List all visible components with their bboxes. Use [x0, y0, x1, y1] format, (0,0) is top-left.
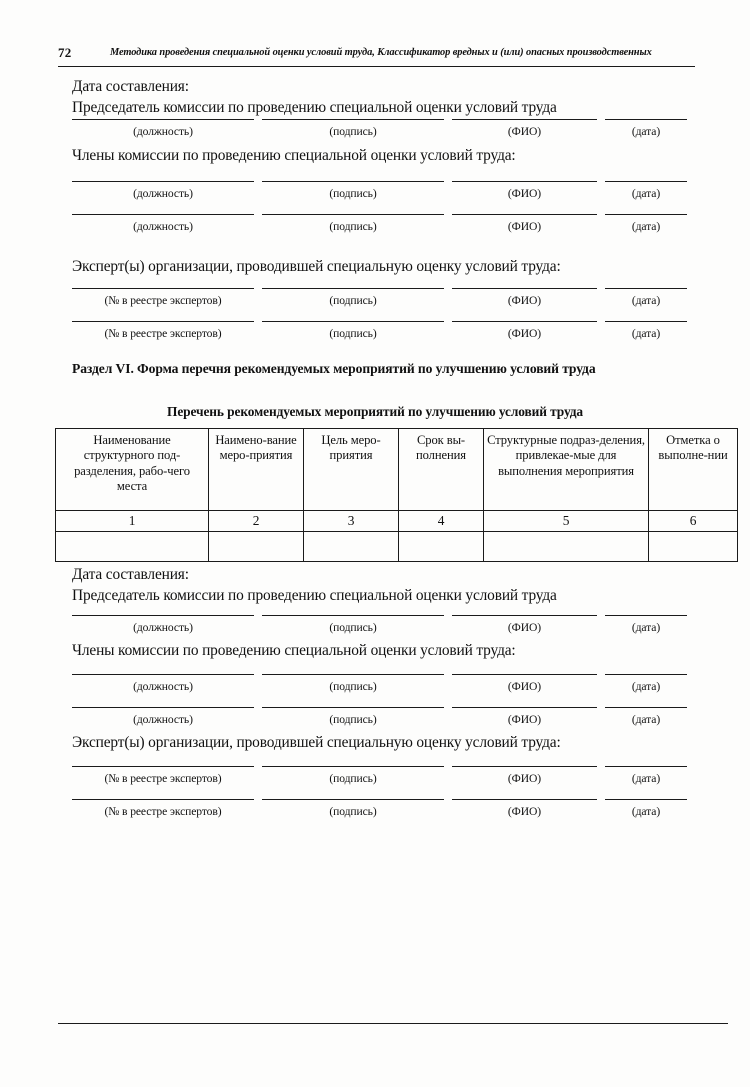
- label-signature: (подпись): [329, 621, 377, 634]
- rule-full-name: [452, 615, 597, 616]
- signature-rules: [72, 321, 687, 323]
- signature-labels: [72, 771, 687, 789]
- signature-labels: [72, 712, 687, 730]
- label-date: (дата): [631, 713, 661, 726]
- label-full-name: (ФИО): [507, 772, 542, 785]
- bottom-date-line: Дата составления:: [72, 566, 189, 583]
- rule-expert-registry-no: [72, 766, 254, 767]
- signature-row-chairman-2: [72, 615, 687, 643]
- rule-signature: [262, 615, 444, 616]
- rule-date: [605, 674, 687, 675]
- rule-date: [605, 707, 687, 708]
- bottom-chairman-line: Председатель комиссии по проведению специальной оценки условий труда: [72, 587, 557, 604]
- label-signature: (подпись): [329, 294, 377, 307]
- rule-full-name: [452, 288, 597, 289]
- signature-rules: [72, 119, 687, 121]
- rule-expert-registry-no: [72, 288, 254, 289]
- signature-row-expert-1: [72, 288, 687, 316]
- label-date: (дата): [631, 327, 661, 340]
- bottom-experts-line: Эксперт(ы) организации, проводившей специальную оценку условий труда:: [72, 734, 561, 751]
- label-full-name: (ФИО): [507, 125, 542, 138]
- table-header-cell: Цель меро-приятия: [304, 429, 399, 511]
- label-date: (дата): [631, 772, 661, 785]
- signature-rules: [72, 799, 687, 801]
- signature-labels: [72, 620, 687, 638]
- label-full-name: (ФИО): [507, 805, 542, 818]
- table-header-cell: Отметка о выполне-нии: [649, 429, 738, 511]
- table-header-cell: Срок вы-полнения: [399, 429, 484, 511]
- column-number-cell: 5: [484, 511, 649, 532]
- label-full-name: (ФИО): [507, 327, 542, 340]
- label-expert-registry-no: (№ в реестре экспертов): [104, 805, 222, 818]
- label-date: (дата): [631, 621, 661, 634]
- label-signature: (подпись): [329, 220, 377, 233]
- table-cell: [209, 532, 304, 562]
- rule-full-name: [452, 181, 597, 182]
- table-header-cell: Наимено-вание меро-приятия: [209, 429, 304, 511]
- label-position: (должность): [133, 125, 193, 138]
- rule-position: [72, 214, 254, 215]
- bottom-members-line: Члены комиссии по проведению специальной оценки условий труда:: [72, 642, 516, 659]
- rule-position: [72, 674, 254, 675]
- signature-row-member-1: [72, 181, 687, 209]
- signature-labels: [72, 679, 687, 697]
- signature-rules: [72, 707, 687, 709]
- signature-rules: [72, 181, 687, 183]
- label-full-name: (ФИО): [507, 220, 542, 233]
- rule-full-name: [452, 321, 597, 322]
- rule-signature: [262, 181, 444, 182]
- column-number-cell: 3: [304, 511, 399, 532]
- label-signature: (подпись): [329, 125, 377, 138]
- signature-row-member-4: [72, 707, 687, 735]
- header-rule: [58, 66, 695, 67]
- signature-labels: [72, 293, 687, 311]
- label-full-name: (ФИО): [507, 294, 542, 307]
- signature-row-expert-3: [72, 766, 687, 794]
- label-date: (дата): [631, 805, 661, 818]
- table-cell: [56, 532, 209, 562]
- signature-rules: [72, 766, 687, 768]
- label-signature: (подпись): [329, 713, 377, 726]
- table-cell: [484, 532, 649, 562]
- label-full-name: (ФИО): [507, 713, 542, 726]
- rule-date: [605, 119, 687, 120]
- rule-date: [605, 615, 687, 616]
- rule-full-name: [452, 674, 597, 675]
- top-members-line: Члены комиссии по проведению специальной оценки условий труда:: [72, 147, 516, 164]
- label-signature: (подпись): [329, 680, 377, 693]
- footer-rule: [58, 1023, 728, 1024]
- rule-full-name: [452, 799, 597, 800]
- rule-signature: [262, 766, 444, 767]
- rule-signature: [262, 214, 444, 215]
- signature-rules: [72, 615, 687, 617]
- rule-signature: [262, 799, 444, 800]
- rule-position: [72, 707, 254, 708]
- label-signature: (подпись): [329, 805, 377, 818]
- label-signature: (подпись): [329, 327, 377, 340]
- label-position: (должность): [133, 621, 193, 634]
- rule-position: [72, 181, 254, 182]
- rule-date: [605, 321, 687, 322]
- label-date: (дата): [631, 680, 661, 693]
- signature-row-expert-2: [72, 321, 687, 349]
- running-head-title: Методика проведения специальной оценки условий труда, Классификатор вредных и (или) опасных производственных: [110, 47, 652, 58]
- table-cell: [399, 532, 484, 562]
- label-position: (должность): [133, 187, 193, 200]
- signature-row-expert-4: [72, 799, 687, 827]
- signature-labels: [72, 219, 687, 237]
- label-signature: (подпись): [329, 772, 377, 785]
- rule-date: [605, 766, 687, 767]
- signature-labels: [72, 326, 687, 344]
- table-header-cell: Структурные подраз-деления, привлекае-мые для выполнения мероприятия: [484, 429, 649, 511]
- column-number-cell: 1: [56, 511, 209, 532]
- signature-row-member-2: [72, 214, 687, 242]
- top-date-line: Дата составления:: [72, 78, 189, 95]
- running-head: [58, 44, 695, 66]
- signature-rules: [72, 288, 687, 290]
- rule-signature: [262, 119, 444, 120]
- rule-full-name: [452, 766, 597, 767]
- rule-date: [605, 288, 687, 289]
- table-caption: Перечень рекомендуемых мероприятий по улучшению условий труда: [167, 404, 583, 419]
- label-full-name: (ФИО): [507, 621, 542, 634]
- label-expert-registry-no: (№ в реестре экспертов): [104, 294, 222, 307]
- top-chairman-line: Председатель комиссии по проведению специальной оценки условий труда: [72, 99, 557, 116]
- signature-labels: [72, 124, 687, 142]
- rule-date: [605, 799, 687, 800]
- rule-signature: [262, 288, 444, 289]
- table-cell: [649, 532, 738, 562]
- rule-signature: [262, 674, 444, 675]
- section-heading: Раздел VI. Форма перечня рекомендуемых мероприятий по улучшению условий труда: [72, 361, 596, 376]
- rule-expert-registry-no: [72, 321, 254, 322]
- column-number-cell: 6: [649, 511, 738, 532]
- table-column-number-row: [56, 511, 738, 532]
- rule-full-name: [452, 119, 597, 120]
- label-position: (должность): [133, 713, 193, 726]
- label-full-name: (ФИО): [507, 680, 542, 693]
- label-expert-registry-no: (№ в реестре экспертов): [104, 772, 222, 785]
- signature-rules: [72, 674, 687, 676]
- measures-table: [55, 428, 738, 562]
- signature-row-member-3: [72, 674, 687, 702]
- rule-position: [72, 119, 254, 120]
- label-position: (должность): [133, 220, 193, 233]
- signature-rules: [72, 214, 687, 216]
- label-position: (должность): [133, 680, 193, 693]
- signature-row-chairman: [72, 119, 687, 147]
- column-number-cell: 4: [399, 511, 484, 532]
- rule-position: [72, 615, 254, 616]
- table-cell: [304, 532, 399, 562]
- label-date: (дата): [631, 220, 661, 233]
- table-header-row: [56, 429, 738, 511]
- label-date: (дата): [631, 125, 661, 138]
- signature-labels: [72, 804, 687, 822]
- rule-full-name: [452, 707, 597, 708]
- label-date: (дата): [631, 187, 661, 200]
- rule-signature: [262, 707, 444, 708]
- rule-expert-registry-no: [72, 799, 254, 800]
- signature-labels: [72, 186, 687, 204]
- rule-date: [605, 181, 687, 182]
- rule-full-name: [452, 214, 597, 215]
- rule-date: [605, 214, 687, 215]
- rule-signature: [262, 321, 444, 322]
- label-date: (дата): [631, 294, 661, 307]
- table-header-cell: Наименование структурного под-разделения, рабо-чего места: [56, 429, 209, 511]
- page-number: 72: [58, 45, 72, 60]
- label-full-name: (ФИО): [507, 187, 542, 200]
- label-expert-registry-no: (№ в реестре экспертов): [104, 327, 222, 340]
- table-row: [56, 532, 738, 562]
- top-experts-line: Эксперт(ы) организации, проводившей специальную оценку условий труда:: [72, 258, 561, 275]
- label-signature: (подпись): [329, 187, 377, 200]
- column-number-cell: 2: [209, 511, 304, 532]
